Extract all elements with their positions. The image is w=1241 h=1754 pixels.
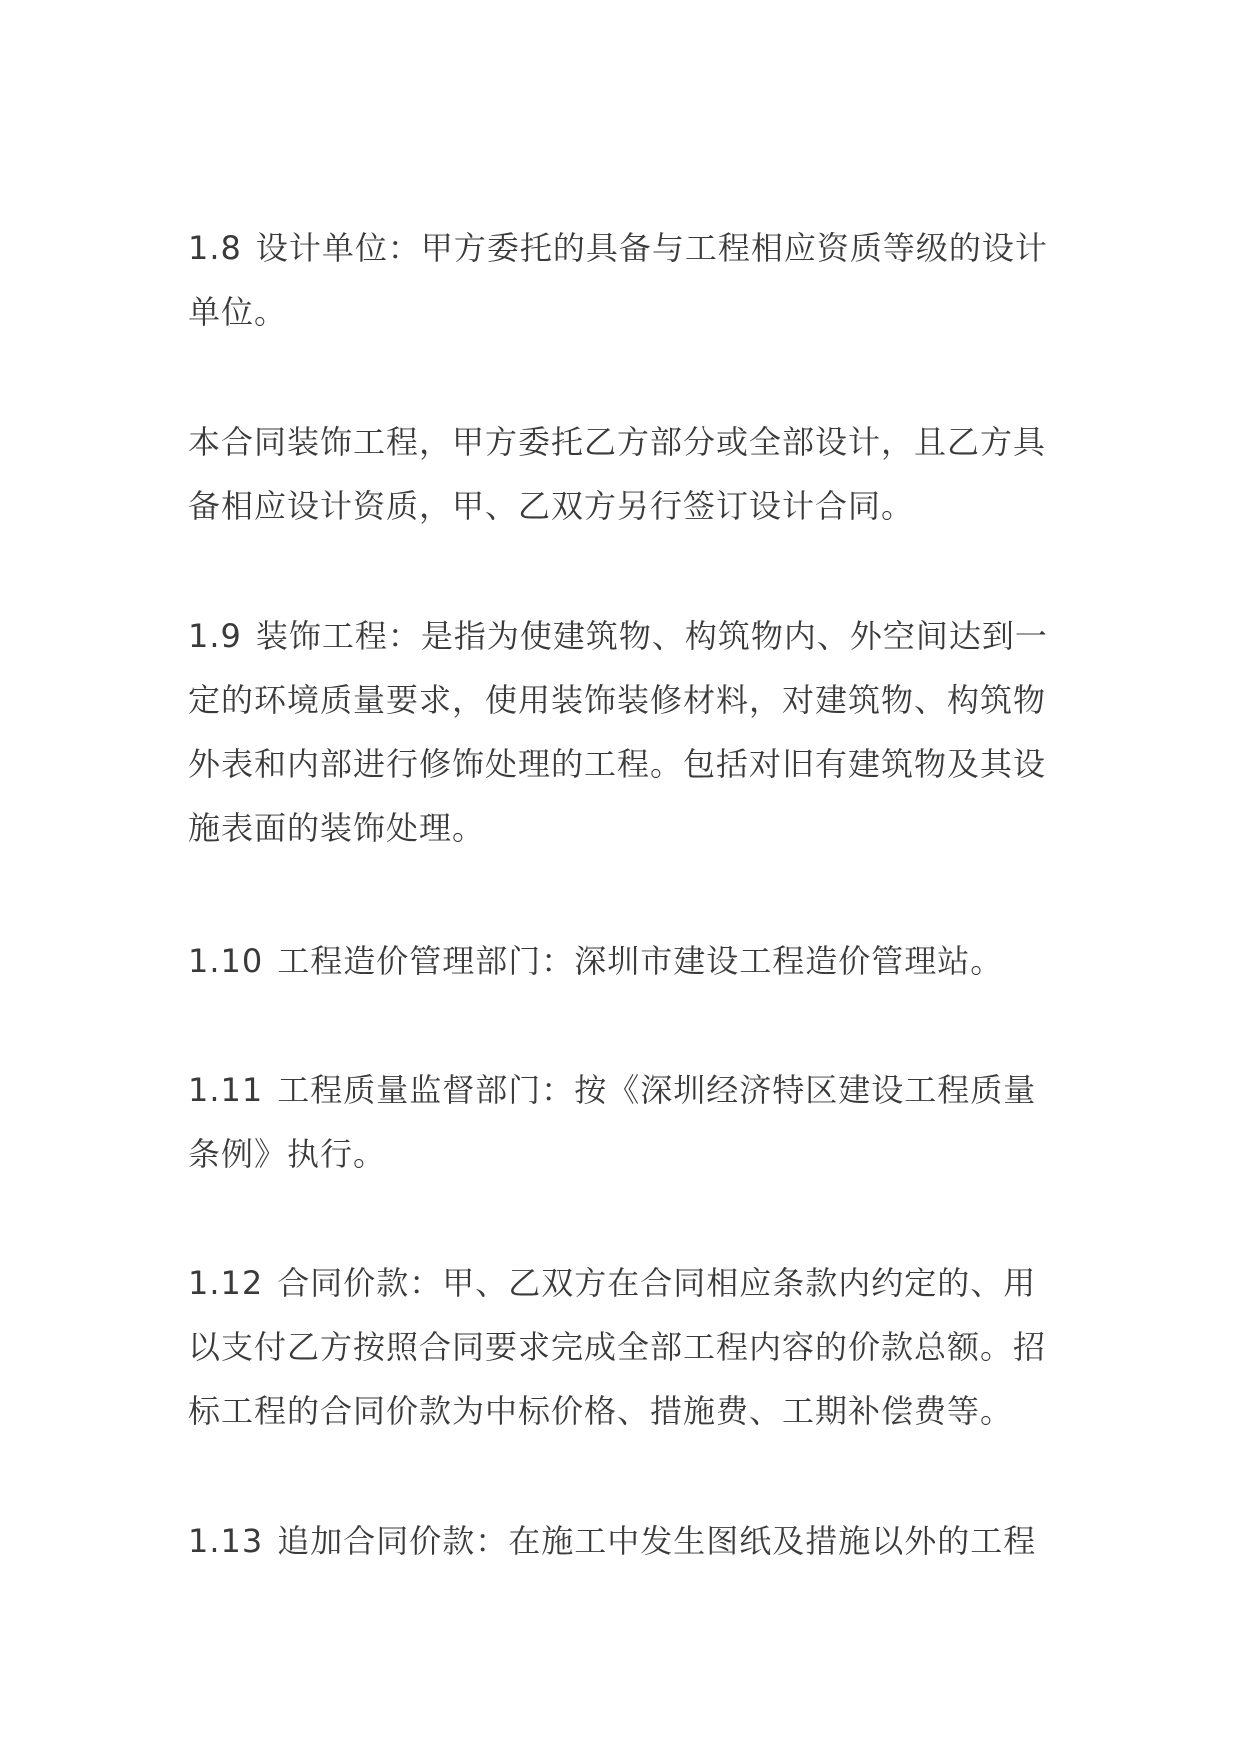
design-contract-paragraph	[188, 410, 1068, 538]
paragraph-line: 单位。	[188, 293, 288, 331]
clause-text: 装饰工程：是指为使建筑物、构筑物内、外空间达到一	[255, 617, 1048, 655]
paragraph-line	[188, 1058, 1068, 1122]
clause-text: 合同价款：甲、乙双方在合同相应条款内约定的、用	[277, 1264, 1037, 1302]
clause-number: 1.8	[188, 229, 242, 267]
clause-text: 工程质量监督部门：按《深圳经济特区建设工程质量	[277, 1071, 1037, 1109]
paragraph-line	[188, 216, 1068, 280]
paragraph-line	[188, 1251, 1068, 1315]
paragraph-line	[188, 929, 1068, 993]
paragraph-line: 本合同装饰工程，甲方委托乙方部分或全部设计，且乙方具	[188, 423, 1047, 461]
clause-number: 1.9	[188, 617, 242, 655]
clause-number: 1.11	[188, 1071, 264, 1109]
paragraph-line: 条例》执行。	[188, 1135, 387, 1173]
paragraph-line: 外表和内部进行修饰处理的工程。包括对旧有建筑物及其设	[188, 745, 1047, 783]
paragraph-line: 标工程的合同价款为中标价格、措施费、工期补偿费等。	[188, 1392, 1014, 1430]
clause-text: 工程造价管理部门：深圳市建设工程造价管理站。	[277, 942, 1004, 980]
paragraph-line: 备相应设计资质，甲、乙双方另行签订设计合同。	[188, 487, 915, 525]
clause-text: 设计单位：甲方委托的具备与工程相应资质等级的设计	[255, 229, 1048, 267]
clause-1-8	[188, 216, 1068, 344]
clause-1-9	[188, 604, 1068, 860]
clause-1-12	[188, 1251, 1068, 1443]
clause-1-11	[188, 1058, 1068, 1186]
clause-number: 1.13	[188, 1522, 264, 1560]
clause-number: 1.12	[188, 1264, 264, 1302]
clause-1-13	[188, 1509, 1068, 1573]
clause-number: 1.10	[188, 942, 264, 980]
paragraph-line	[188, 1509, 1068, 1573]
paragraph-line	[188, 604, 1068, 668]
clause-1-10	[188, 929, 1068, 993]
paragraph-line: 以支付乙方按照合同要求完成全部工程内容的价款总额。招	[188, 1328, 1047, 1366]
paragraph-line: 施表面的装饰处理。	[188, 809, 486, 847]
paragraph-line: 定的环境质量要求，使用装饰装修材料，对建筑物、构筑物	[188, 681, 1047, 719]
clause-text: 追加合同价款：在施工中发生图纸及措施以外的工程	[277, 1522, 1037, 1560]
